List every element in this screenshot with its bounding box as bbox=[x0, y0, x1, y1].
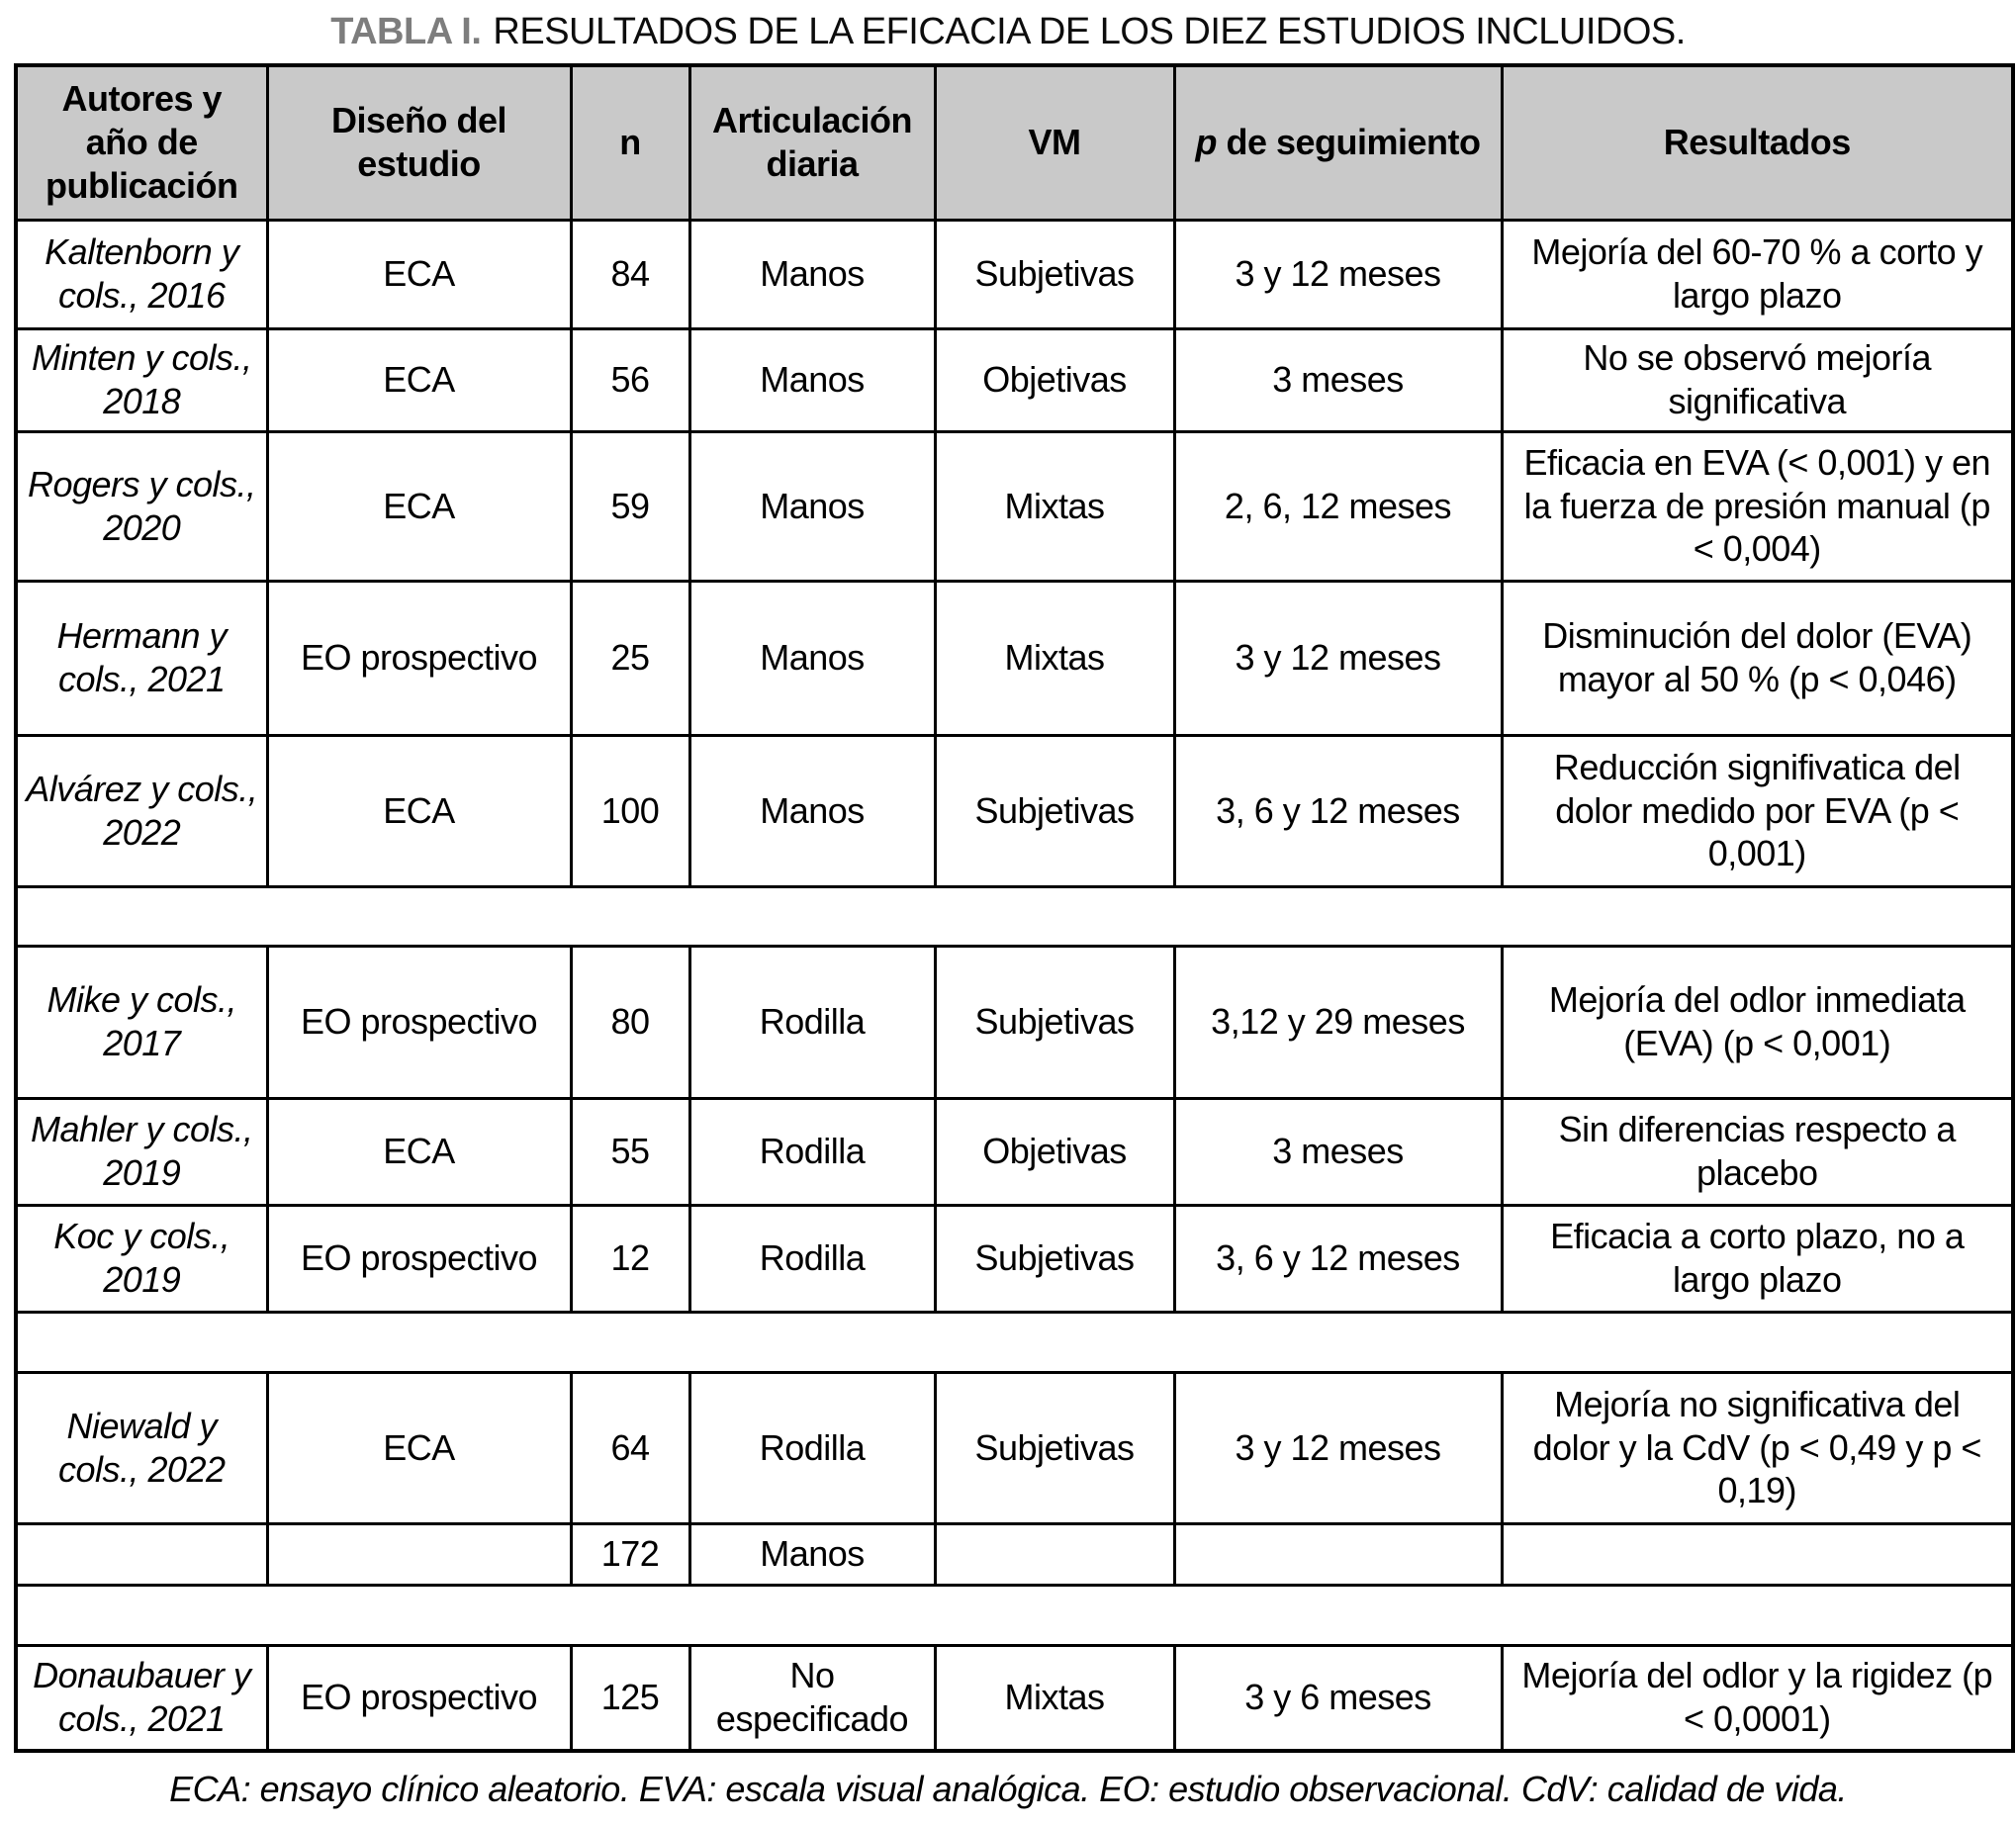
cell-seguimiento: 3 meses bbox=[1174, 1098, 1502, 1205]
col-header-resultados: Resultados bbox=[1502, 65, 2013, 220]
col-header-autores: Autores y año de publicación bbox=[16, 65, 267, 220]
cell-seguimiento: 3 y 12 meses bbox=[1174, 1372, 1502, 1523]
cell-diseno: EO prospectivo bbox=[267, 581, 571, 735]
cell-autores: Donaubauer y cols., 2021 bbox=[16, 1645, 267, 1751]
cell-articulacion: Manos bbox=[689, 735, 935, 886]
cell-autores: Hermann y cols., 2021 bbox=[16, 581, 267, 735]
cell-seguimiento: 3 y 6 meses bbox=[1174, 1645, 1502, 1751]
cell-resultados: Mejoría del odlor inmediata (EVA) (p < 0,001) bbox=[1502, 946, 2013, 1098]
cell-resultados: Eficacia en EVA (< 0,001) y en la fuerza de presión manual (p < 0,004) bbox=[1502, 431, 2013, 581]
cell-diseno: ECA bbox=[267, 431, 571, 581]
cell-seguimiento: 3,12 y 29 meses bbox=[1174, 946, 1502, 1098]
separator-row bbox=[16, 886, 2013, 946]
cell-articulacion: Manos bbox=[689, 220, 935, 328]
table-row bbox=[16, 431, 2013, 581]
cell-autores: Rogers y cols., 2020 bbox=[16, 431, 267, 581]
cell-diseno: ECA bbox=[267, 1372, 571, 1523]
cell-resultados: No se observó mejoría significativa bbox=[1502, 328, 2013, 431]
table-row bbox=[16, 581, 2013, 735]
table-title-label: TABLA I. bbox=[330, 10, 482, 52]
table-title-text: RESULTADOS DE LA EFICACIA DE LOS DIEZ ESTUDIOS INCLUIDOS. bbox=[493, 10, 1686, 52]
col-header-diseno: Diseño del estudio bbox=[267, 65, 571, 220]
col-header-vm: VM bbox=[935, 65, 1174, 220]
cell-autores: Koc y cols., 2019 bbox=[16, 1205, 267, 1312]
table-row bbox=[16, 735, 2013, 886]
cell-seguimiento: 3, 6 y 12 meses bbox=[1174, 1205, 1502, 1312]
cell-articulacion: Manos bbox=[689, 581, 935, 735]
cell-resultados: Disminución del dolor (EVA) mayor al 50 % (p < 0,046) bbox=[1502, 581, 2013, 735]
col-header-n: n bbox=[571, 65, 689, 220]
cell-diseno: ECA bbox=[267, 735, 571, 886]
cell-resultados bbox=[1502, 1523, 2013, 1585]
cell-resultados: Eficacia a corto plazo, no a largo plazo bbox=[1502, 1205, 2013, 1312]
cell-articulacion: Manos bbox=[689, 431, 935, 581]
cell-vm: Subjetivas bbox=[935, 735, 1174, 886]
cell-resultados: Reducción signifivatica del dolor medido por EVA (p < 0,001) bbox=[1502, 735, 2013, 886]
separator-row bbox=[16, 1312, 2013, 1372]
cell-n: 172 bbox=[571, 1523, 689, 1585]
cell-diseno: ECA bbox=[267, 220, 571, 328]
cell-seguimiento bbox=[1174, 1523, 1502, 1585]
col-header-seguimiento bbox=[1174, 65, 1502, 220]
table-footnote: ECA: ensayo clínico aleatorio. EVA: escala visual analógica. EO: estudio observacional. CdV: calidad de vida. bbox=[169, 1769, 1847, 1809]
cell-n: 84 bbox=[571, 220, 689, 328]
cell-autores: Kaltenborn y cols., 2016 bbox=[16, 220, 267, 328]
cell-diseno: ECA bbox=[267, 328, 571, 431]
table-title bbox=[0, 0, 2016, 63]
cell-n: 56 bbox=[571, 328, 689, 431]
cell-n: 59 bbox=[571, 431, 689, 581]
cell-articulacion: Manos bbox=[689, 328, 935, 431]
cell-autores: Minten y cols., 2018 bbox=[16, 328, 267, 431]
cell-articulacion: Manos bbox=[689, 1523, 935, 1585]
table-row bbox=[16, 220, 2013, 328]
cell-n: 64 bbox=[571, 1372, 689, 1523]
separator-cell bbox=[16, 1585, 2013, 1645]
cell-vm: Mixtas bbox=[935, 431, 1174, 581]
cell-vm: Mixtas bbox=[935, 1645, 1174, 1751]
col-header-p-rest: de seguimiento bbox=[1216, 122, 1481, 163]
table-row bbox=[16, 946, 2013, 1098]
cell-vm: Subjetivas bbox=[935, 220, 1174, 328]
cell-articulacion: No especificado bbox=[689, 1645, 935, 1751]
table-row bbox=[16, 1372, 2013, 1523]
cell-diseno: EO prospectivo bbox=[267, 1205, 571, 1312]
header-row bbox=[16, 65, 2013, 220]
col-header-articulacion: Articulación diaria bbox=[689, 65, 935, 220]
separator-cell bbox=[16, 886, 2013, 946]
cell-n: 125 bbox=[571, 1645, 689, 1751]
cell-autores: Niewald y cols., 2022 bbox=[16, 1372, 267, 1523]
cell-n: 25 bbox=[571, 581, 689, 735]
table-row bbox=[16, 1523, 2013, 1585]
cell-seguimiento: 2, 6, 12 meses bbox=[1174, 431, 1502, 581]
cell-n: 80 bbox=[571, 946, 689, 1098]
cell-diseno: EO prospectivo bbox=[267, 946, 571, 1098]
cell-resultados: Mejoría del odlor y la rigidez (p < 0,0001) bbox=[1502, 1645, 2013, 1751]
table-row bbox=[16, 1205, 2013, 1312]
cell-seguimiento: 3 y 12 meses bbox=[1174, 220, 1502, 328]
cell-vm: Subjetivas bbox=[935, 1372, 1174, 1523]
cell-seguimiento: 3 meses bbox=[1174, 328, 1502, 431]
table-row bbox=[16, 1098, 2013, 1205]
cell-diseno bbox=[267, 1523, 571, 1585]
col-header-p-italic: p bbox=[1195, 122, 1217, 163]
cell-vm bbox=[935, 1523, 1174, 1585]
cell-resultados: Sin diferencias respecto a placebo bbox=[1502, 1098, 2013, 1205]
cell-vm: Subjetivas bbox=[935, 946, 1174, 1098]
cell-seguimiento: 3, 6 y 12 meses bbox=[1174, 735, 1502, 886]
cell-articulacion: Rodilla bbox=[689, 946, 935, 1098]
cell-n: 12 bbox=[571, 1205, 689, 1312]
cell-n: 55 bbox=[571, 1098, 689, 1205]
cell-articulacion: Rodilla bbox=[689, 1205, 935, 1312]
cell-diseno: ECA bbox=[267, 1098, 571, 1205]
cell-vm: Subjetivas bbox=[935, 1205, 1174, 1312]
results-table bbox=[14, 63, 2015, 1753]
cell-resultados: Mejoría no significativa del dolor y la CdV (p < 0,49 y p < 0,19) bbox=[1502, 1372, 2013, 1523]
cell-autores: Alvárez y cols., 2022 bbox=[16, 735, 267, 886]
cell-seguimiento: 3 y 12 meses bbox=[1174, 581, 1502, 735]
cell-resultados: Mejoría del 60-70 % a corto y largo plazo bbox=[1502, 220, 2013, 328]
cell-articulacion: Rodilla bbox=[689, 1098, 935, 1205]
separator-row bbox=[16, 1585, 2013, 1645]
table-row bbox=[16, 1645, 2013, 1751]
separator-cell bbox=[16, 1312, 2013, 1372]
table-row bbox=[16, 328, 2013, 431]
cell-autores: Mahler y cols., 2019 bbox=[16, 1098, 267, 1205]
cell-vm: Mixtas bbox=[935, 581, 1174, 735]
cell-vm: Objetivas bbox=[935, 328, 1174, 431]
cell-articulacion: Rodilla bbox=[689, 1372, 935, 1523]
cell-diseno: EO prospectivo bbox=[267, 1645, 571, 1751]
cell-vm: Objetivas bbox=[935, 1098, 1174, 1205]
cell-autores: Mike y cols., 2017 bbox=[16, 946, 267, 1098]
cell-n: 100 bbox=[571, 735, 689, 886]
cell-autores bbox=[16, 1523, 267, 1585]
